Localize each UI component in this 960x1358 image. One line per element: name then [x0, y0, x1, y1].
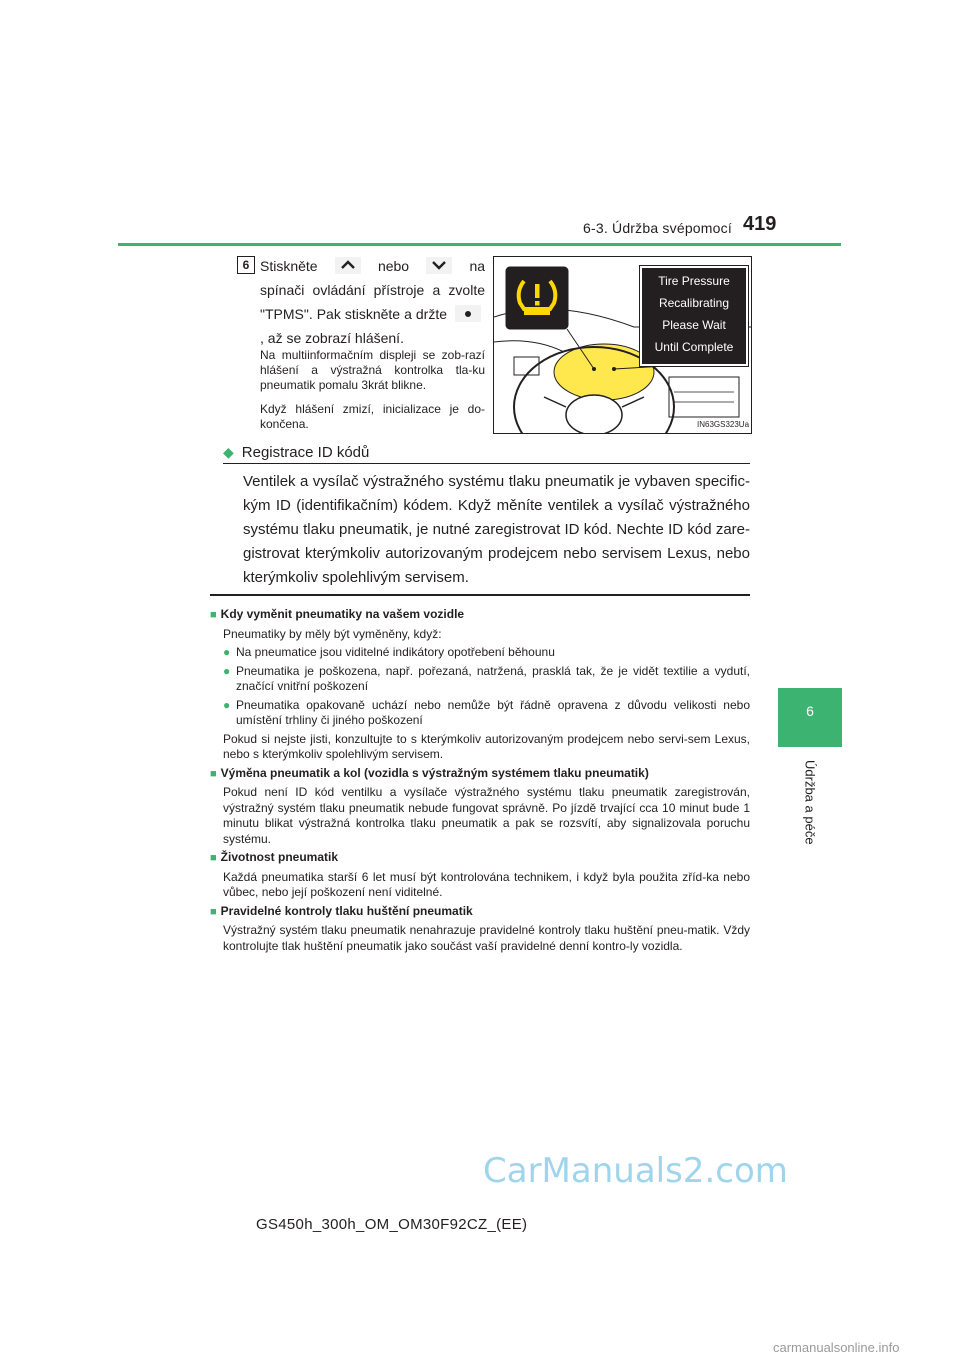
note-paragraph: Výstražný systém tlaku pneumatik nenahrazuje pravidelné kontroly tlaku huštění pneu-matik. Vždy kontrolujte tlak huštění pneumatik jako součást vaší pravidelné denní kontro-ly vozidla.	[223, 923, 750, 953]
step-text-3: na spínači ovládání přístroje a zvolte "TPMS". Pak stiskněte a držte	[260, 258, 486, 322]
tpms-message-display	[640, 266, 748, 366]
registration-body: Ventilek a vysílač výstražného systému tlaku pneumatik je vybaven specific-kým ID (identifikačním) kódem. Když měníte ventilek a vysílač výstražného systému tlaku pneumatik, je nutné zaregistrovat ID kód. Nechte ID kód zare-gistrovat kterýmkoliv autorizovaným prodejcem nebo servisem Lexus, nebo kterýmkoliv spolehlivým servisem.	[243, 473, 750, 586]
message-line: Recalibrating	[658, 296, 730, 310]
chapter-label	[778, 760, 842, 860]
registration-heading-text: Registrace ID kódů	[241, 444, 370, 461]
message-line: Please Wait	[662, 318, 726, 332]
header-rule	[118, 243, 841, 246]
page-number: 419	[743, 213, 777, 235]
square-bullet-icon: ■	[210, 767, 217, 780]
square-bullet-icon: ■	[210, 905, 217, 918]
note-bullet: ● Pneumatika opakovaně uchází nebo nemůže být řádně opravena z důvodu velikosti nebo umístění trhliny či jiného poškození	[223, 697, 750, 727]
note-paragraph: Pokud není ID kód ventilku a vysílače výstražného systému tlaku pneumatik zaregistrován, výstražný systém tlaku pneumatik nebude fungovat správně. Po jízdě trvající cca 10 minut bude 1 minutu blikat výstražná kontrolka tlaku pneumatik a pak se rozsvítí, aby signalizovala poruchu systému.	[223, 785, 750, 846]
circle-bullet-icon: ●	[223, 663, 231, 678]
registration-heading	[223, 444, 369, 461]
diamond-bullet-icon: ◆	[223, 444, 234, 460]
note-paragraph: Každá pneumatika starší 6 let musí být kontrolována technikem, i když byla použita zříd-ka nebo vůbec, nebo její poškození není viditelné.	[223, 869, 750, 899]
note-heading: ■ Pravidelné kontroly tlaku huštění pneumatik	[210, 903, 473, 918]
message-line: Tire Pressure	[658, 274, 730, 288]
circle-bullet-icon: ●	[223, 697, 231, 712]
notes-divider	[210, 594, 750, 596]
step-number-badge: 6	[237, 256, 255, 274]
step-instruction	[260, 254, 485, 350]
circle-bullet-icon: ●	[223, 645, 231, 659]
document-code: GS450h_300h_OM_OM30F92CZ_(EE)	[256, 1216, 528, 1233]
note-heading: ■ Výměna pneumatik a kol (vozidla s výstražným systémem tlaku pneumatik)	[210, 765, 649, 780]
square-bullet-icon: ■	[210, 852, 217, 864]
watermark-url[interactable]: carmanualsonline.info	[773, 1340, 900, 1355]
note-heading: ■ Životnost pneumatik	[210, 850, 338, 864]
heading-underline	[223, 463, 750, 464]
message-line: Until Complete	[654, 340, 734, 354]
section-title: 6-3. Údržba svépomocí	[583, 220, 732, 236]
watermark-logo[interactable]: CarManuals2.com	[483, 1151, 788, 1191]
illustration-code: IN63GS323Ua	[697, 420, 750, 429]
note-bullet: ● Na pneumatice jsou viditelné indikátory opotřebení běhounu	[223, 645, 555, 659]
step-text-2: nebo	[377, 258, 410, 274]
chapter-tab[interactable]: 6	[778, 688, 842, 747]
step-text-4: , až se zobrazí hlášení.	[260, 330, 404, 346]
notes-section	[210, 604, 750, 954]
enter-dot-icon	[455, 305, 481, 322]
step-note-1: Na multiinformačním displeji se zob-razí hlášení a výstražná kontrolka tla-ku pneumatik pomalu 3krát blikne.	[260, 348, 485, 392]
note-heading: ■ Kdy vyměnit pneumatiky na vašem vozidle	[210, 607, 465, 621]
note-paragraph: Pokud si nejste jisti, konzultujte to s kterýmkoliv autorizovaným prodejcem nebo servi-sem Lexus, nebo s kterýmkoliv spolehlivým servisem.	[223, 731, 750, 761]
chevron-down-icon	[426, 257, 452, 274]
chapter-label-text: Údržba a péče	[802, 760, 818, 845]
note-paragraph: Pneumatiky by měly být vyměněny, když:	[223, 626, 442, 641]
square-bullet-icon: ■	[210, 609, 217, 621]
chevron-up-icon	[335, 257, 361, 274]
note-bullet: ● Pneumatika je poškozena, např. pořezaná, natržená, prasklá tak, že je vidět textilie a vydutí, značící vnitřní poškození	[223, 663, 750, 693]
step-text-1: Stiskněte	[260, 258, 318, 274]
step-note-2: Když hlášení zmizí, inicializace je do-končena.	[260, 402, 485, 431]
